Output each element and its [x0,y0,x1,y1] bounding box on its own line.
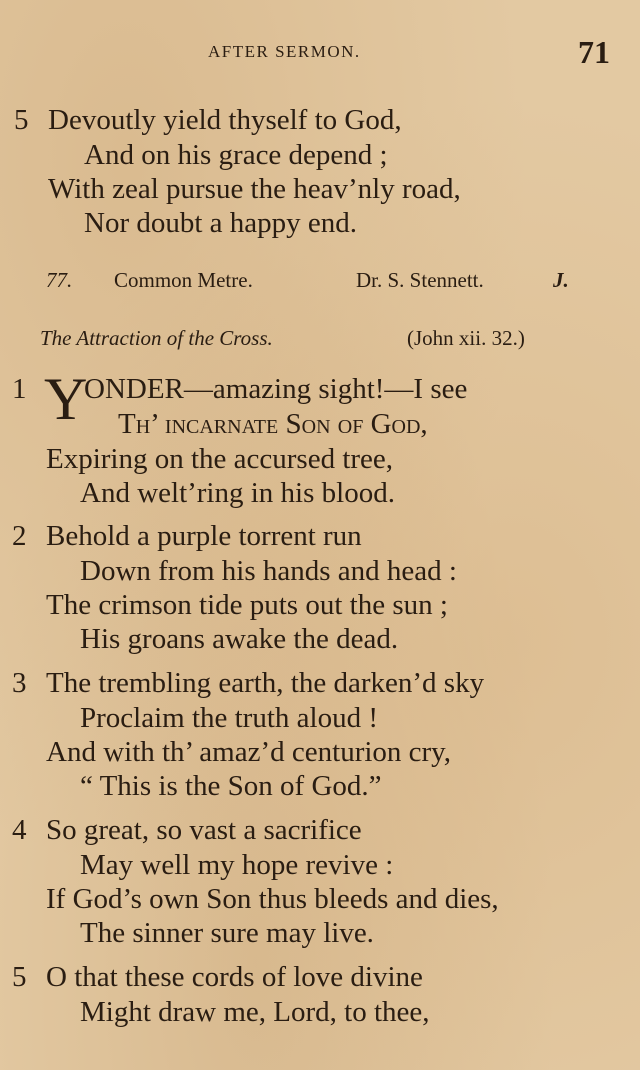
verse-line: “ This is the Son of God.” [80,770,382,802]
scripture-reference: (John xii. 32.) [407,326,525,350]
verse-line: The crimson tide puts out the sun ; [46,589,448,621]
hymn-author: Dr. S. Stennett. [356,268,484,292]
verse-line: His groans awake the dead. [80,623,399,655]
page-number: 71 [578,34,610,70]
verse-number: 4 [12,814,27,846]
verse-line: And welt’ring in his blood. [80,477,395,509]
verse-line: O that these cords of love divine [46,961,423,993]
verse-line: Behold a purple torrent run [46,520,362,552]
verse-line: With zeal pursue the heav’nly road, [48,173,461,205]
hymn-number: 77. [46,268,73,292]
drop-cap: Y [44,366,88,432]
verse-line: Might draw me, Lord, to thee, [80,996,430,1028]
verse-line: Nor doubt a happy end. [84,207,358,239]
verse-number: 5 [12,961,27,993]
hymn-mark: J. [553,268,569,292]
hymn-title: The Attraction of the Cross. [40,326,273,350]
hymn-metre: Common Metre. [114,268,253,292]
verse-line: ONDER—amazing sight!—I see [84,373,468,405]
verse-line: Devoutly yield thyself to God, [48,104,402,136]
verse-line: May well my hope revive : [80,849,394,881]
running-head: AFTER SERMON. [208,42,361,61]
verse-line: Proclaim the truth aloud ! [80,702,378,734]
verse-number: 3 [12,667,27,699]
verse-line: Th’ incarnate Son of God, [118,408,428,440]
verse-line: And with th’ amaz’d centurion cry, [46,736,452,768]
verse-number: 2 [12,520,27,552]
verse-line: If God’s own Son thus bleeds and dies, [46,883,499,915]
verse-number: 1 [12,373,27,405]
verse-line: The trembling earth, the darken’d sky [46,667,485,699]
verse-line: And on his grace depend ; [84,139,388,171]
verse-number: 5 [14,104,29,136]
verse-line: Down from his hands and head : [80,555,457,587]
verse-line: Expiring on the accursed tree, [46,443,394,475]
verse-line: So great, so vast a sacrifice [46,814,362,846]
verse-line: The sinner sure may live. [80,917,374,949]
